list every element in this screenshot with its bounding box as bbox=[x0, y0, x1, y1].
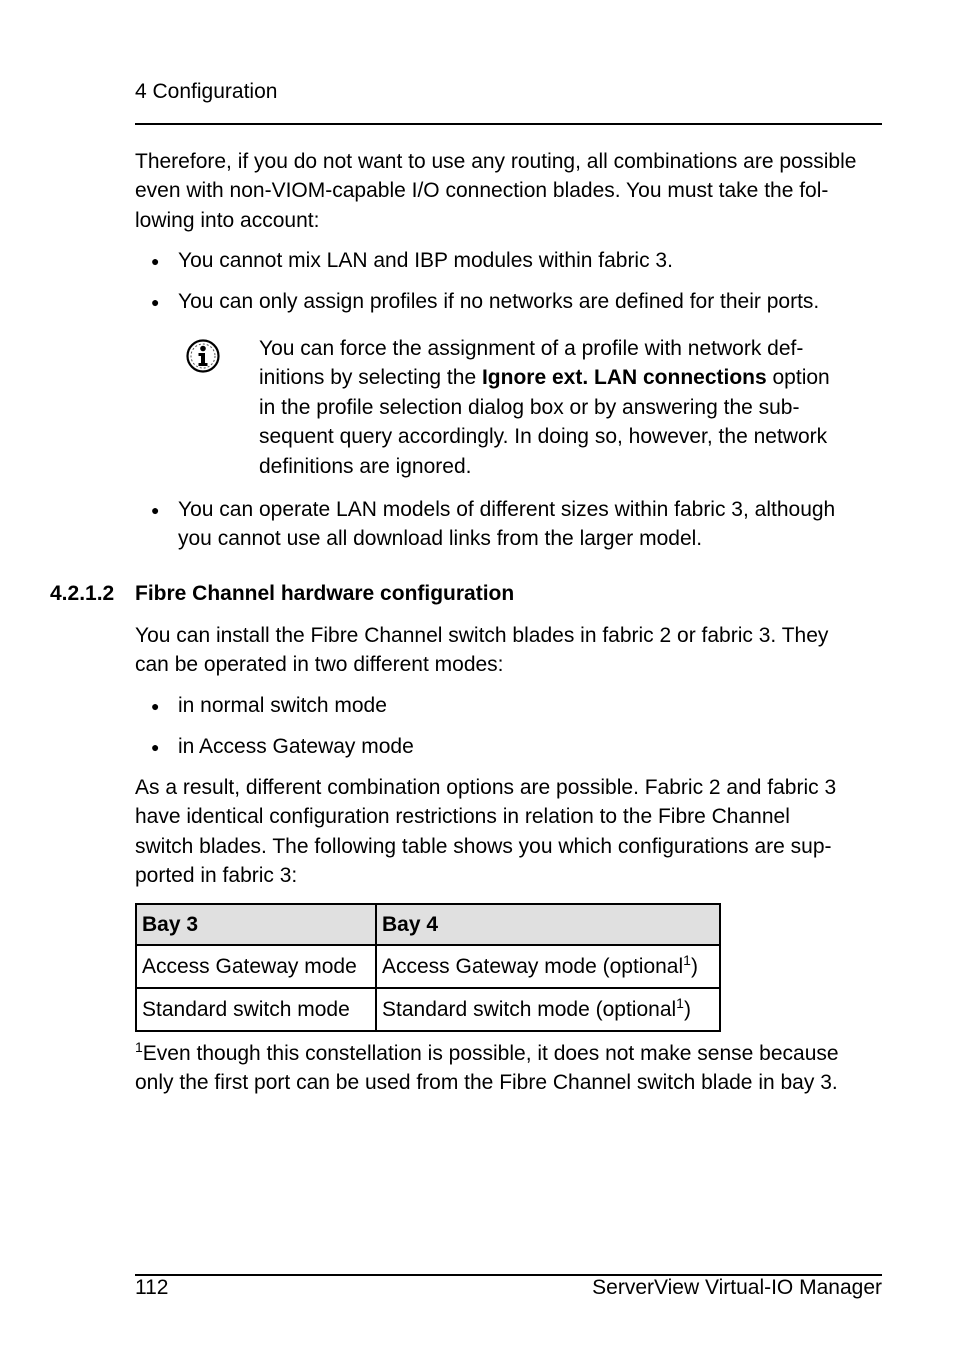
cell-text: Access Gateway mode (optional bbox=[382, 954, 684, 978]
bullet-item: in Access Gateway mode bbox=[178, 735, 414, 758]
table-cell-bay4 bbox=[376, 988, 720, 1031]
bullet-line: You can operate LAN models of different sizes within fabric 3, although bbox=[178, 498, 836, 521]
note-text-run: initions by selecting the bbox=[259, 366, 482, 390]
fc-intro-line: can be operated in two different modes: bbox=[135, 653, 504, 677]
cell-text-close: ) bbox=[683, 997, 691, 1021]
bullet-dot: ● bbox=[151, 502, 160, 518]
bullet-dot: ● bbox=[151, 253, 160, 269]
info-icon bbox=[185, 338, 221, 374]
section-number: 4.2.1.2 bbox=[50, 582, 115, 605]
bullet-line: you cannot use all download links from the larger model. bbox=[178, 527, 703, 551]
fc-intro-paragraph bbox=[135, 621, 885, 680]
result-paragraph bbox=[135, 773, 885, 891]
table-cell-bay3: Standard switch mode bbox=[136, 988, 376, 1031]
cell-text-close: ) bbox=[690, 954, 698, 978]
table-header-row bbox=[136, 904, 720, 945]
running-header: 4 Configuration bbox=[135, 80, 278, 103]
bullet-dot: ● bbox=[151, 698, 160, 714]
note-line: in the profile selection dialog box or by answering the sub- bbox=[259, 395, 800, 419]
bullet-dot: ● bbox=[151, 739, 160, 755]
footer-doc-title: ServerView Virtual-IO Manager bbox=[592, 1276, 882, 1299]
table-row bbox=[136, 945, 720, 988]
footnote-marker: 1 bbox=[135, 1039, 143, 1055]
intro-line: Therefore, if you do not want to use any routing, all combinations are possible bbox=[135, 150, 857, 173]
result-line: have identical configuration restrictions in relation to the Fibre Channel bbox=[135, 805, 790, 829]
result-line: As a result, different combination options are possible. Fabric 2 and fabric 3 bbox=[135, 776, 837, 799]
fc-intro-line: You can install the Fibre Channel switch blades in fabric 2 or fabric 3. They bbox=[135, 624, 829, 647]
note-text bbox=[259, 334, 879, 481]
note-line: You can force the assignment of a profile with network def- bbox=[259, 337, 804, 360]
configuration-table bbox=[135, 903, 721, 1032]
footnote-text: Even though this constellation is possible, it does not make sense because bbox=[142, 1042, 839, 1065]
result-line: switch blades. The following table shows you which configurations are sup- bbox=[135, 834, 832, 858]
bullet-dot: ● bbox=[151, 294, 160, 310]
intro-line: even with non-VIOM-capable I/O connection blades. You must take the fol- bbox=[135, 179, 829, 203]
footnote-line bbox=[135, 1039, 895, 1068]
cell-text: Standard switch mode (optional bbox=[382, 997, 677, 1021]
note-line: sequent query accordingly. In doing so, however, the network bbox=[259, 425, 828, 449]
footnote-line: only the first port can be used from the Fibre Channel switch blade in bay 3. bbox=[135, 1071, 838, 1095]
section-title: Fibre Channel hardware configuration bbox=[135, 582, 515, 605]
table-header-bay4: Bay 4 bbox=[376, 904, 720, 945]
note-line bbox=[259, 363, 879, 392]
note-text-run: option bbox=[766, 366, 830, 390]
table-cell-bay4 bbox=[376, 945, 720, 988]
footnote bbox=[135, 1039, 895, 1098]
bullet-item bbox=[178, 495, 888, 554]
page-number: 112 bbox=[135, 1276, 169, 1299]
bullet-item: You can only assign profiles if no networks are defined for their ports. bbox=[178, 290, 820, 313]
intro-paragraph bbox=[135, 147, 885, 235]
table-cell-bay3: Access Gateway mode bbox=[136, 945, 376, 988]
table-row bbox=[136, 988, 720, 1031]
ignore-ext-lan-option: Ignore ext. LAN connections bbox=[481, 366, 767, 390]
bullet-item: in normal switch mode bbox=[178, 694, 387, 717]
table-header-bay3: Bay 3 bbox=[136, 904, 376, 945]
footnote-ref: 1 bbox=[676, 994, 684, 1011]
header-rule bbox=[135, 123, 882, 125]
intro-line: lowing into account: bbox=[135, 208, 320, 232]
bullet-item: You cannot mix LAN and IBP modules within fabric 3. bbox=[178, 249, 673, 272]
result-line: ported in fabric 3: bbox=[135, 864, 298, 888]
footnote-ref: 1 bbox=[683, 951, 691, 968]
note-line: definitions are ignored. bbox=[259, 454, 472, 478]
